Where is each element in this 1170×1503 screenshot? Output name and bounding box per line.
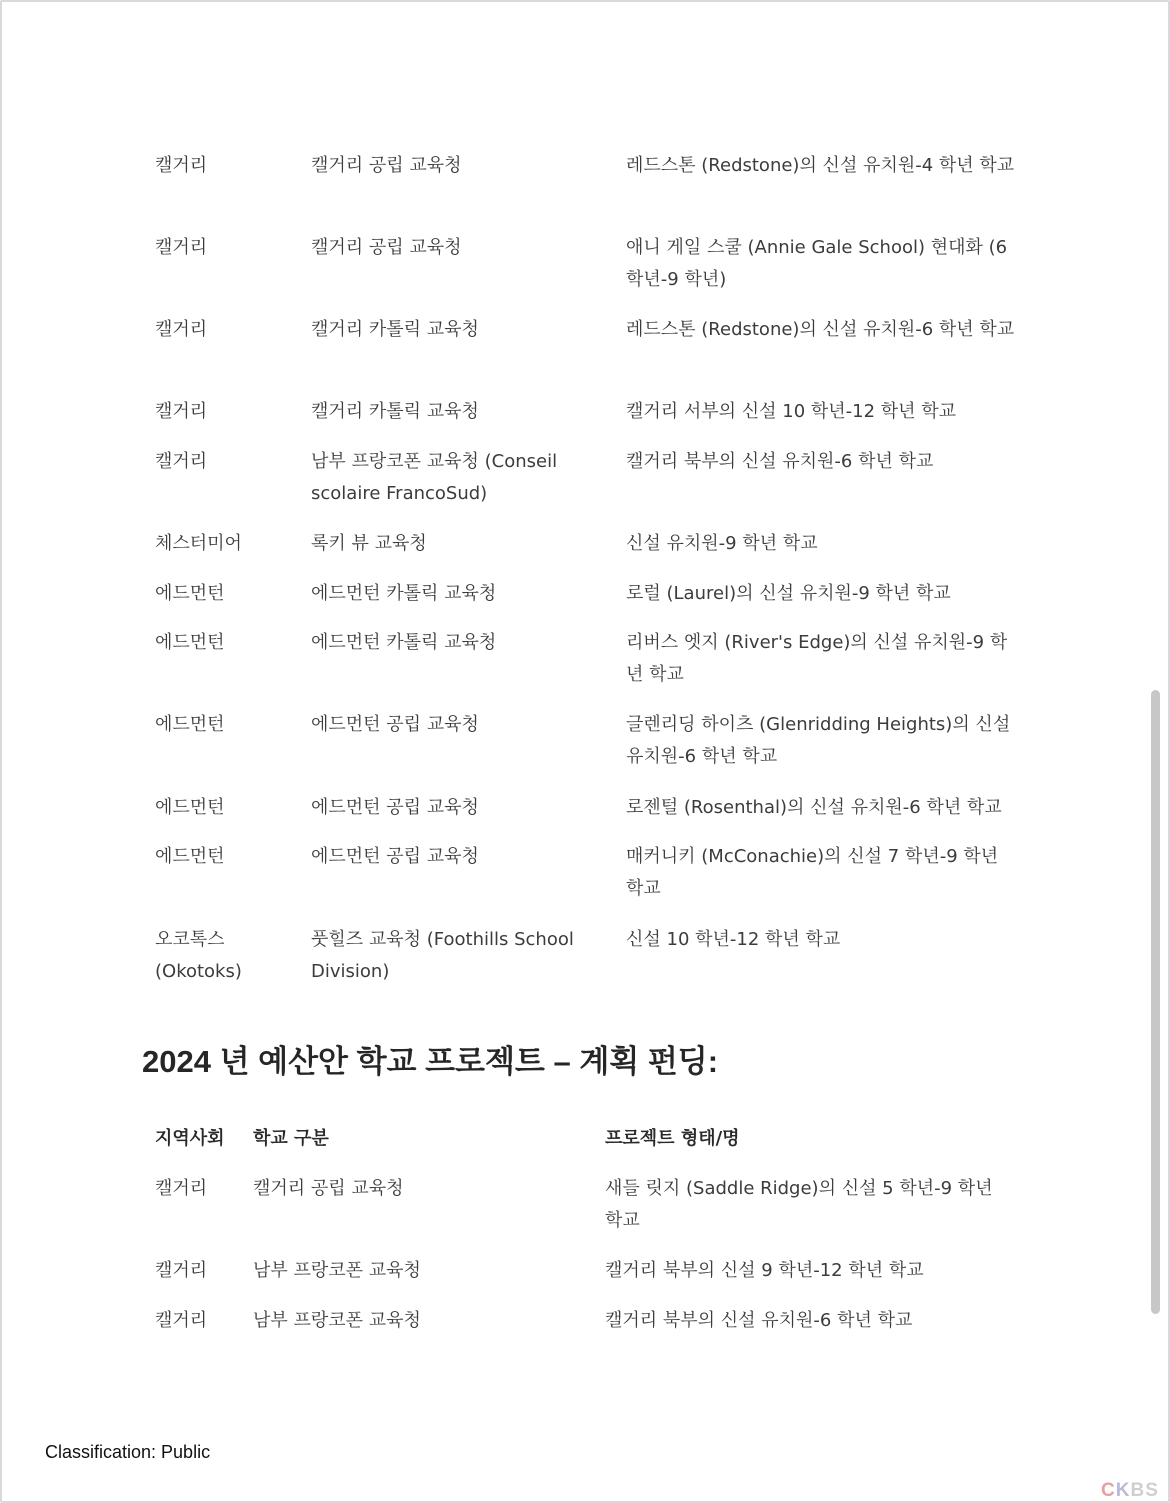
community-cell: 캘거리 — [155, 237, 208, 258]
project-cell: 애니 게일 스쿨 (Annie Gale School) 현대화 (6 학년-9 학년) — [626, 237, 1008, 290]
community-cell: 캘거리 — [155, 155, 208, 176]
project-cell: 신설 10 학년-12 학년 학교 — [626, 929, 841, 950]
authority-cell: 캘거리 카톨릭 교육청 — [311, 319, 479, 340]
authority-cell: 캘거리 카톨릭 교육청 — [311, 401, 479, 422]
community-cell: 에드먼턴 — [155, 714, 225, 735]
brand-letters-bs: BS — [1130, 1480, 1159, 1501]
community-cell: 에드먼턴 — [155, 797, 225, 818]
project-cell: 신설 유치원-9 학년 학교 — [626, 533, 818, 554]
vertical-scrollbar-thumb[interactable] — [1151, 690, 1160, 1314]
project-cell: 캘거리 북부의 신설 9 학년-12 학년 학교 — [605, 1260, 924, 1281]
project-cell: 캘거리 북부의 신설 유치원-6 학년 학교 — [605, 1310, 913, 1331]
project-cell: 캘거리 북부의 신설 유치원-6 학년 학교 — [626, 451, 934, 472]
column-header-authority: 학교 구분 — [253, 1128, 329, 1149]
section-heading: 2024 년 예산안 학교 프로젝트 – 계획 펀딩: — [142, 1044, 719, 1079]
authority-cell: 풋힐즈 교육청 (Foothills School Division) — [311, 929, 574, 982]
brand-letter-c: C — [1101, 1480, 1116, 1501]
column-header-community: 지역사회 — [155, 1128, 225, 1149]
authority-cell: 남부 프랑코폰 교육청 — [253, 1310, 421, 1331]
project-cell: 매커니키 (McConachie)의 신설 7 학년-9 학년 학교 — [626, 846, 999, 899]
authority-cell: 캘거리 공립 교육청 — [311, 155, 462, 176]
project-cell: 글렌리딩 하이츠 (Glenridding Heights)의 신설 유치원-6 학년 학교 — [626, 714, 1011, 767]
community-cell: 캘거리 — [155, 401, 208, 422]
authority-cell: 에드먼턴 공립 교육청 — [311, 714, 479, 735]
project-cell: 로젠털 (Rosenthal)의 신설 유치원-6 학년 학교 — [626, 797, 1002, 818]
project-cell: 레드스톤 (Redstone)의 신설 유치원-4 학년 학교 — [626, 155, 1015, 176]
project-cell: 새들 릿지 (Saddle Ridge)의 신설 5 학년-9 학년 학교 — [605, 1178, 993, 1231]
community-cell: 오코톡스 (Okotoks) — [155, 929, 242, 982]
authority-cell: 남부 프랑코폰 교육청 — [253, 1260, 421, 1281]
community-cell: 캘거리 — [155, 451, 208, 472]
column-header-project: 프로젝트 형태/명 — [605, 1128, 740, 1149]
project-cell: 로럴 (Laurel)의 신설 유치원-9 학년 학교 — [626, 583, 951, 604]
authority-cell: 에드먼턴 공립 교육청 — [311, 797, 479, 818]
authority-cell: 캘거리 공립 교육청 — [253, 1178, 404, 1199]
brand-logo — [1101, 1480, 1159, 1502]
project-cell: 레드스톤 (Redstone)의 신설 유치원-6 학년 학교 — [626, 319, 1015, 340]
authority-cell: 록키 뷰 교육청 — [311, 533, 427, 554]
community-cell: 에드먼턴 — [155, 583, 225, 604]
project-cell: 캘거리 서부의 신설 10 학년-12 학년 학교 — [626, 401, 957, 422]
community-cell: 캘거리 — [155, 1260, 208, 1281]
community-cell: 캘거리 — [155, 319, 208, 340]
brand-letter-k: K — [1115, 1480, 1131, 1501]
community-cell: 체스터미어 — [155, 533, 242, 554]
authority-cell: 남부 프랑코폰 교육청 (Conseil scolaire FrancoSud) — [311, 451, 558, 504]
community-cell: 캘거리 — [155, 1310, 208, 1331]
community-cell: 에드먼턴 — [155, 632, 225, 653]
authority-cell: 에드먼턴 카톨릭 교육청 — [311, 583, 497, 604]
community-cell: 에드먼턴 — [155, 846, 225, 867]
community-cell: 캘거리 — [155, 1178, 208, 1199]
authority-cell: 캘거리 공립 교육청 — [311, 237, 462, 258]
authority-cell: 에드먼턴 공립 교육청 — [311, 846, 479, 867]
classification-label: Classification: Public — [45, 1442, 211, 1462]
authority-cell: 에드먼턴 카톨릭 교육청 — [311, 632, 497, 653]
project-cell: 리버스 엣지 (River's Edge)의 신설 유치원-9 학년 학교 — [626, 632, 1008, 685]
